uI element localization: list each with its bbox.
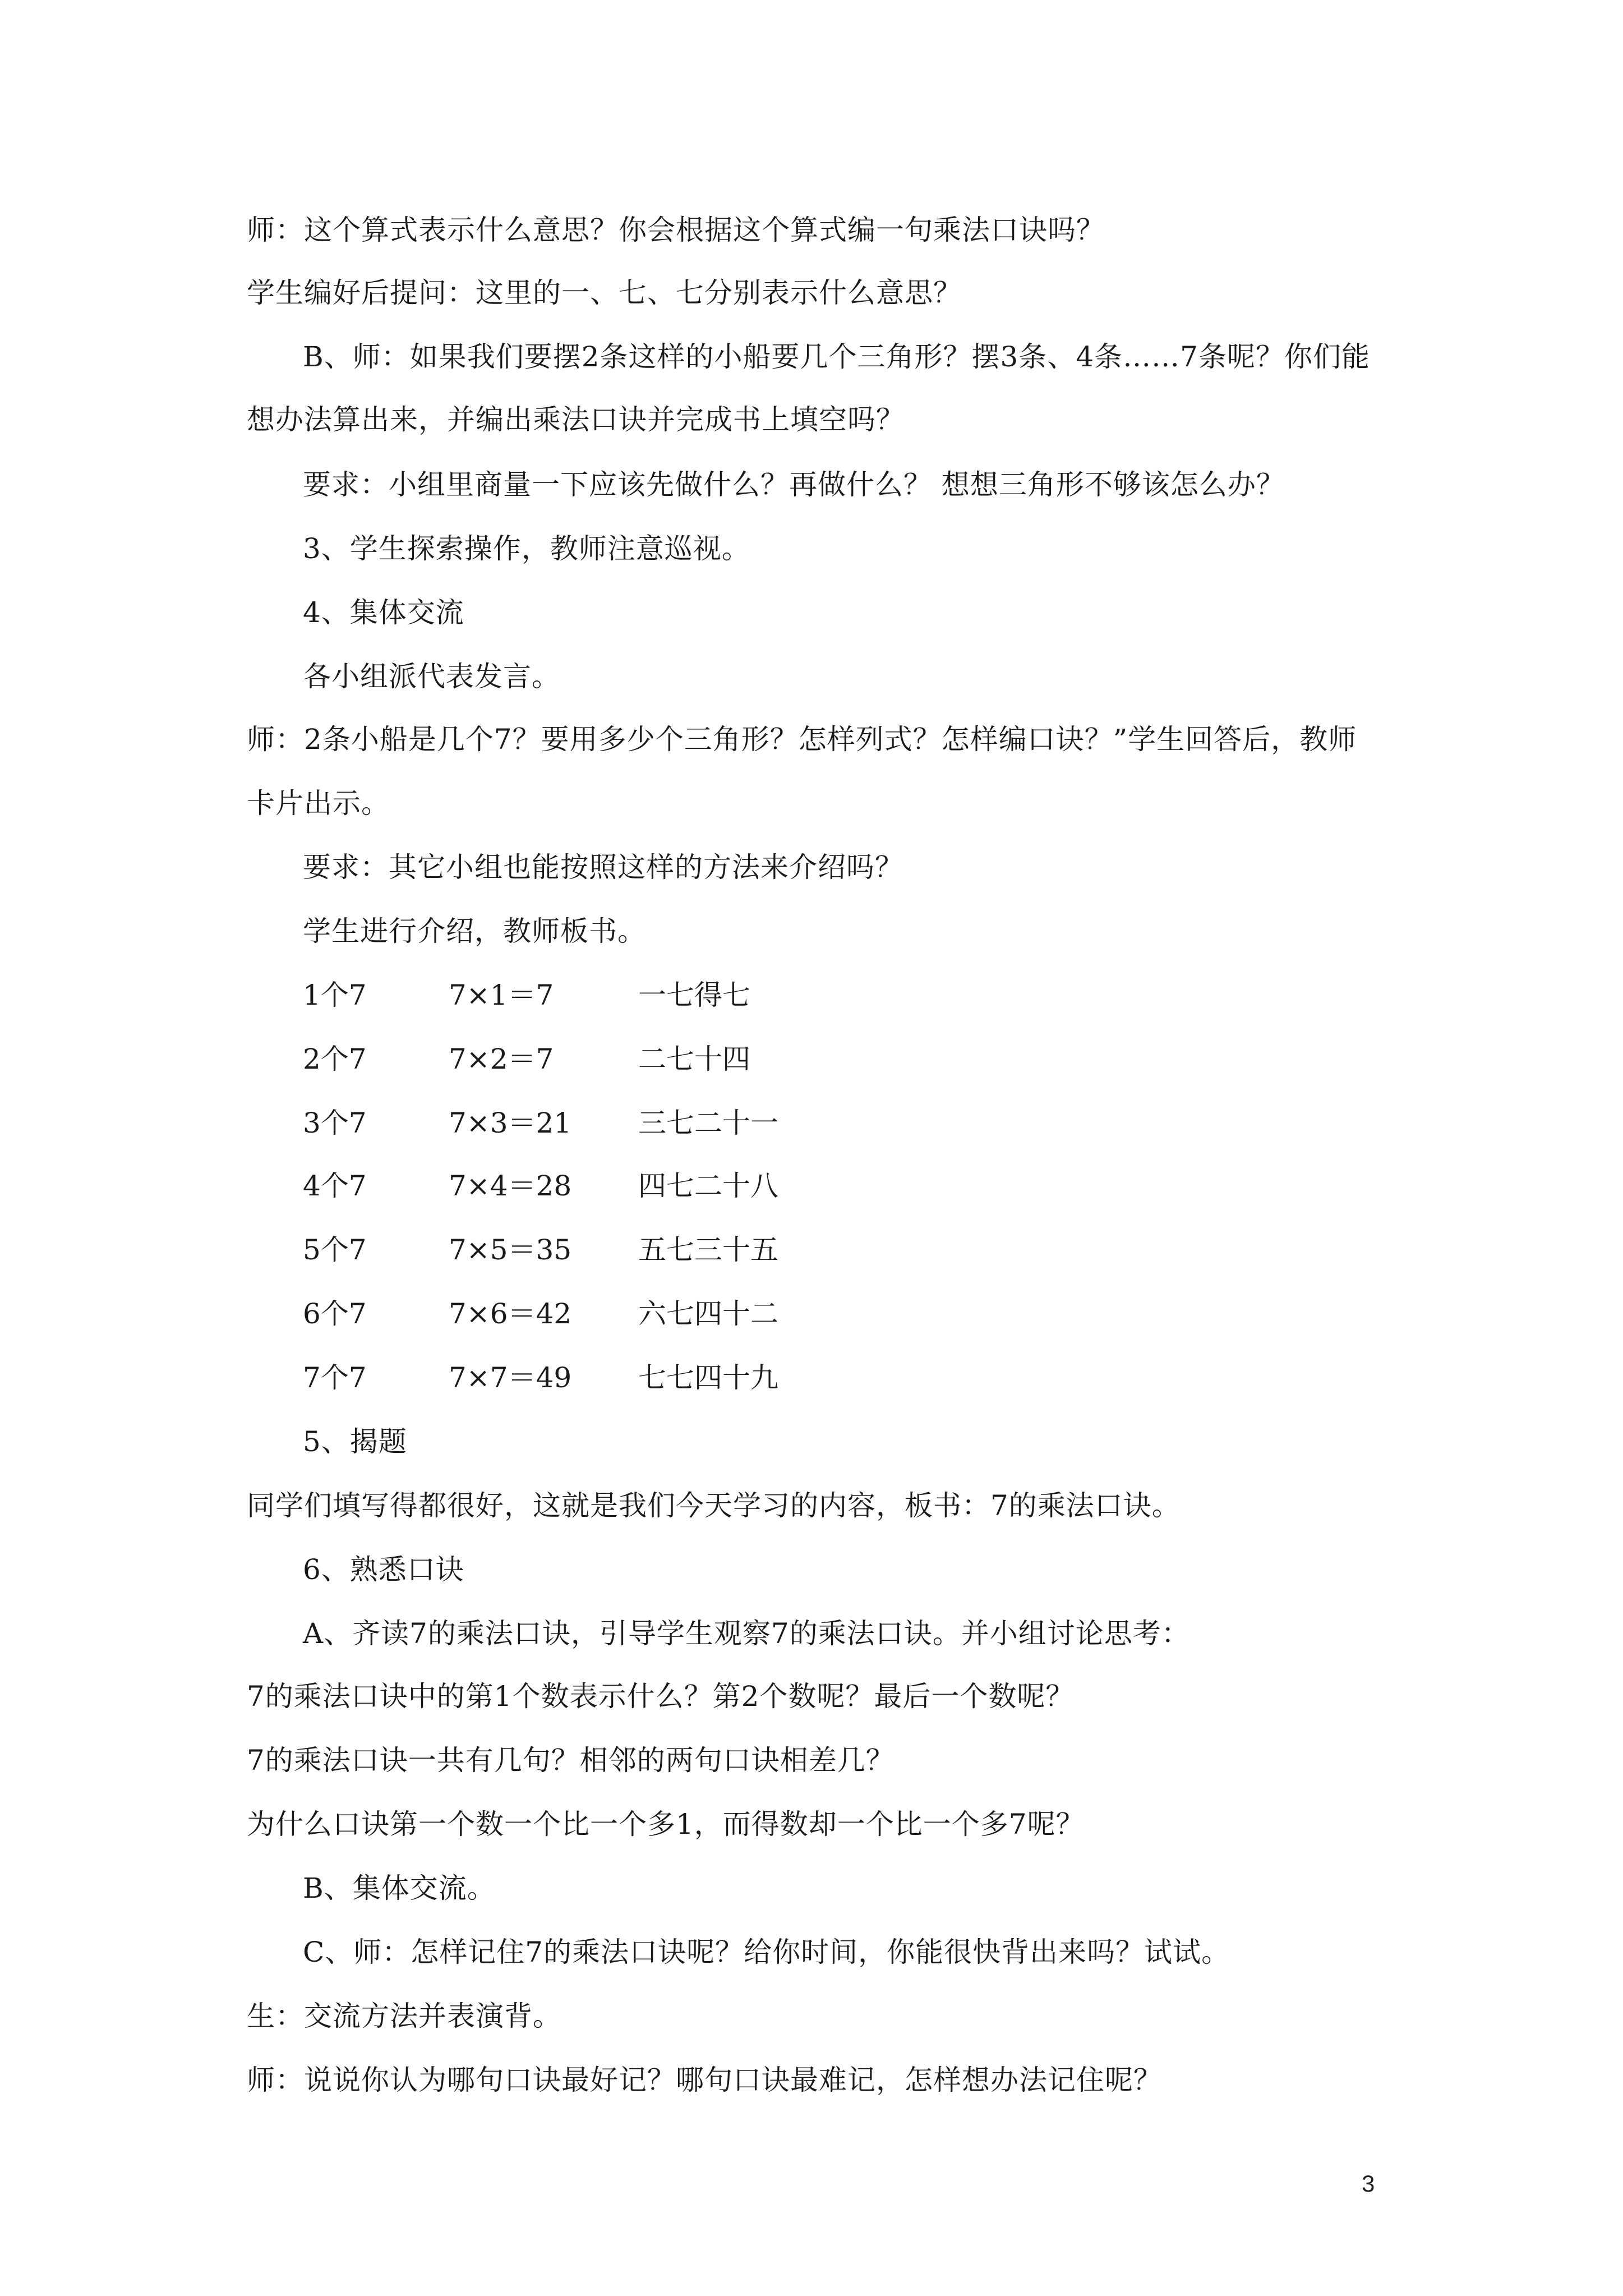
table-cell-equation: 7×1＝7 <box>449 979 554 1011</box>
paragraph: 卡片出示。 <box>247 787 390 820</box>
paragraph: 3、学生探索操作，教师注意巡视。 <box>303 532 750 565</box>
table-cell-count: 4个7 <box>303 1170 367 1202</box>
table-cell-rhyme: 一七得七 <box>638 979 750 1011</box>
table-cell-equation: 7×3＝21 <box>449 1107 572 1139</box>
table-cell-rhyme: 六七四十二 <box>638 1297 778 1330</box>
table-cell-rhyme: 二七十四 <box>638 1043 750 1075</box>
paragraph: 要求：其它小组也能按照这样的方法来介绍吗？ <box>303 851 903 884</box>
paragraph: 师：这个算式表示什么意思？你会根据这个算式编一句乘法口诀吗？ <box>247 214 1105 246</box>
paragraph: 7的乘法口诀一共有几句？相邻的两句口诀相差几？ <box>247 1744 895 1777</box>
paragraph: 7的乘法口诀中的第1个数表示什么？第2个数呢？最后一个数呢？ <box>247 1680 1075 1713</box>
table-cell-count: 1个7 <box>303 979 367 1011</box>
paragraph: 生：交流方法并表演背。 <box>247 2000 561 2032</box>
paragraph: 为什么口诀第一个数一个比一个多1，而得数却一个比一个多7呢？ <box>247 1808 1085 1841</box>
paragraph: C、师：怎样记住7的乘法口诀呢？给你时间，你能很快背出来吗？试试。 <box>303 1936 1230 1968</box>
table-cell-equation: 7×6＝42 <box>449 1297 572 1330</box>
table-cell-equation: 7×7＝49 <box>449 1361 572 1394</box>
section-heading: 5、揭题 <box>303 1425 407 1458</box>
table-cell-equation: 7×2＝7 <box>449 1043 554 1075</box>
table-cell-rhyme: 五七三十五 <box>638 1234 778 1266</box>
table-cell-equation: 7×5＝35 <box>449 1234 572 1266</box>
table-cell-rhyme: 三七二十一 <box>638 1107 778 1139</box>
paragraph: A、齐读7的乘法口诀，引导学生观察7的乘法口诀。并小组讨论思考： <box>303 1617 1190 1650</box>
paragraph: 学生进行介绍，教师板书。 <box>303 915 646 947</box>
paragraph: 学生编好后提问：这里的一、七、七分别表示什么意思？ <box>247 277 962 309</box>
paragraph: 要求：小组里商量一下应该先做什么？再做什么？ 想想三角形不够该怎么办？ <box>303 468 1285 501</box>
paragraph: 同学们填写得都很好，这就是我们今天学习的内容，板书：7的乘法口诀。 <box>247 1489 1181 1522</box>
table-cell-rhyme: 七七四十九 <box>638 1361 778 1394</box>
paragraph: 各小组派代表发言。 <box>303 660 560 693</box>
paragraph: B、集体交流。 <box>303 1872 496 1904</box>
table-cell-equation: 7×4＝28 <box>449 1170 572 1202</box>
table-cell-rhyme: 四七二十八 <box>638 1170 778 1202</box>
table-cell-count: 2个7 <box>303 1043 367 1075</box>
section-heading: 4、集体交流 <box>303 596 464 629</box>
table-cell-count: 7个7 <box>303 1361 367 1394</box>
section-heading: 6、熟悉口诀 <box>303 1553 464 1586</box>
paragraph: B、师：如果我们要摆2条这样的小船要几个三角形？摆3条、4条……7条呢？你们能 <box>303 341 1370 373</box>
table-cell-count: 3个7 <box>303 1107 367 1139</box>
paragraph: 想办法算出来，并编出乘法口诀并完成书上填空吗？ <box>247 403 905 436</box>
page-number: 3 <box>1362 2170 1375 2197</box>
paragraph: 师：2条小船是几个7？要用多少个三角形？怎样列式？怎样编口诀？”学生回答后，教师 <box>247 723 1357 756</box>
paragraph: 师：说说你认为哪句口诀最好记？哪句口诀最难记，怎样想办法记住呢？ <box>247 2064 1162 2096</box>
table-cell-count: 6个7 <box>303 1297 367 1330</box>
table-cell-count: 5个7 <box>303 1234 367 1266</box>
